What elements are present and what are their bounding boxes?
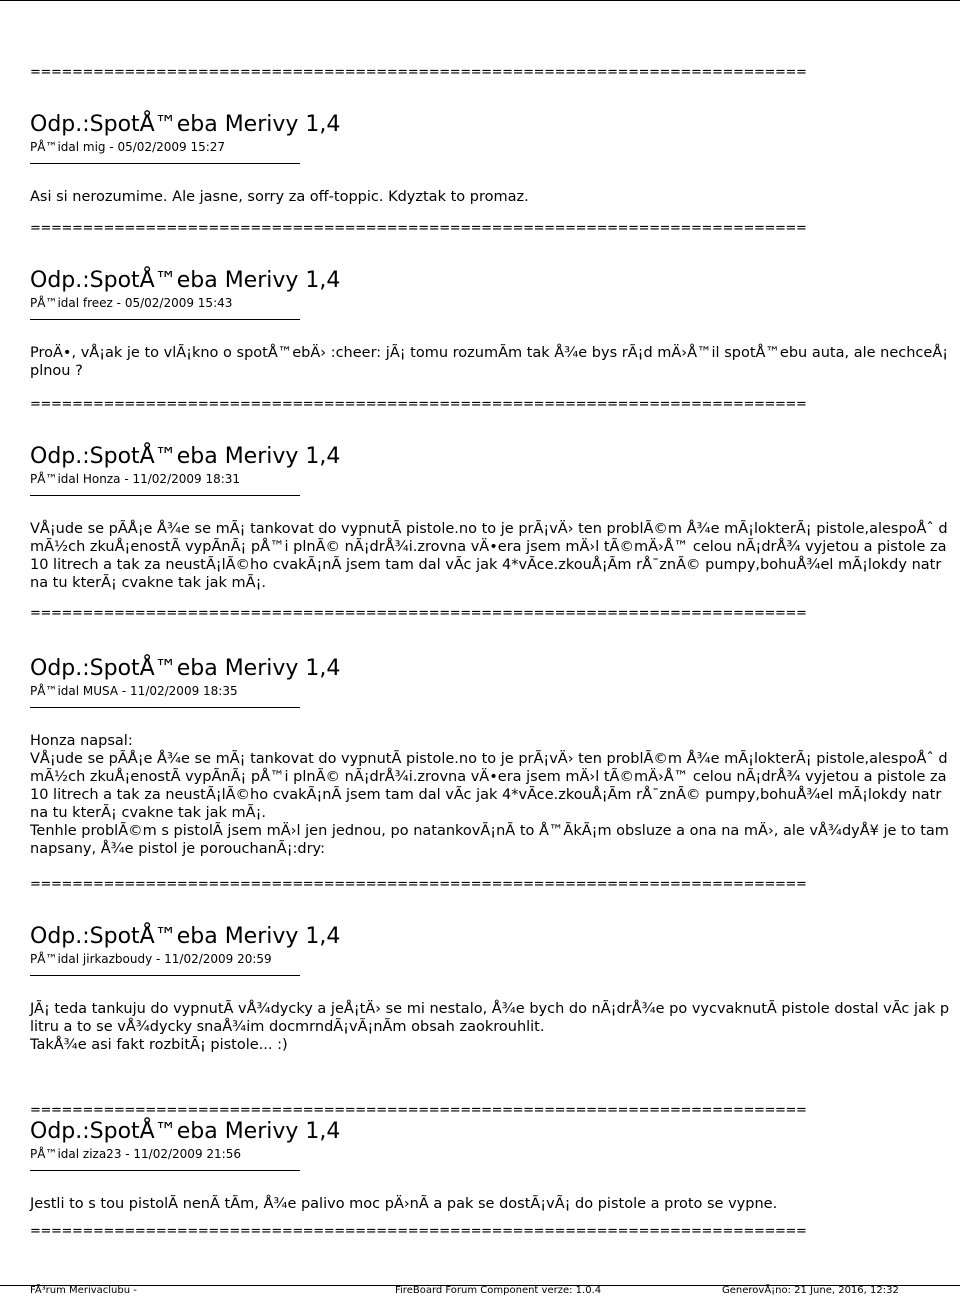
post-title: Odp.:SpotÅ™eba Merivy 1,4 <box>30 1119 341 1144</box>
post-divider <box>30 163 300 164</box>
separator: ========================================================================== <box>30 877 807 892</box>
post-meta: PÅ™idal Honza - 11/02/2009 18:31 <box>30 472 241 486</box>
post-meta: PÅ™idal mig - 05/02/2009 15:27 <box>30 140 226 154</box>
post-line: JÃ¡ teda tankuju do vypnutÃ vÅ¾dycky a jeÅ¡tÄ› se mi nestalo, Å¾e bych do nÃ¡drÅ¾e po vycvaknutÃ pistole dostal vÃc jak p <box>30 1001 950 1017</box>
post-meta: PÅ™idal jirkazboudy - 11/02/2009 20:59 <box>30 952 272 966</box>
post-meta: PÅ™idal ziza23 - 11/02/2009 21:56 <box>30 1147 241 1161</box>
post-body <box>30 344 960 380</box>
forum-post <box>30 112 960 206</box>
post-meta: PÅ™idal MUSA - 11/02/2009 18:35 <box>30 684 238 698</box>
post-body <box>30 188 960 206</box>
top-border <box>0 0 960 1</box>
separator: ========================================================================== <box>30 65 807 80</box>
forum-post <box>30 268 960 380</box>
post-line: Tenhle problÃ©m s pistolÃ jsem mÄ›l jen jednou, po natankovÃ¡nÃ to Å™ÃkÃ¡m obsluze a ona na mÄ›, ale vÅ¾dyÅ¥ je to tam <box>30 823 949 839</box>
footer-component: FireBoard Forum Component verze: 1.0.4 <box>395 1285 602 1296</box>
post-line: TakÅ¾e asi fakt rozbitÃ¡ pistole... :) <box>30 1037 288 1053</box>
page-footer <box>0 1285 960 1297</box>
post-meta: PÅ™idal freez - 05/02/2009 15:43 <box>30 296 233 310</box>
post-body <box>30 1195 960 1213</box>
post-body <box>30 520 960 592</box>
footer-generated: GenerovÃ¡no: 21 June, 2016, 12:32 <box>722 1285 899 1296</box>
post-line: na tu kterÃ¡ cvakne tak jak mÃ¡. <box>30 805 266 821</box>
post-title: Odp.:SpotÅ™eba Merivy 1,4 <box>30 268 341 293</box>
post-line: Jestli to s tou pistolÃ nenÃ tÃm, Å¾e palivo moc pÄ›nÃ a pak se dostÃ¡vÃ¡ do pistole a proto se vypne. <box>30 1196 778 1212</box>
post-line: VÅ¡ude se pÃÅ¡e Å¾e se mÃ¡ tankovat do vypnutÃ pistole.no to je prÃ¡vÄ› ten problÃ©m Å¾e mÃ¡lokterÃ¡ pistole,alespoÅˆ d <box>30 521 948 537</box>
post-title: Odp.:SpotÅ™eba Merivy 1,4 <box>30 656 341 681</box>
forum-post <box>30 444 960 592</box>
post-body <box>30 1000 960 1054</box>
post-line: napsany, Å¾e pistol je porouchanÃ¡:dry: <box>30 841 325 857</box>
post-title: Odp.:SpotÅ™eba Merivy 1,4 <box>30 924 341 949</box>
post-line: Asi si nerozumime. Ale jasne, sorry za off-toppic. Kdyztak to promaz. <box>30 189 529 205</box>
post-line: na tu kterÃ¡ cvakne tak jak mÃ¡. <box>30 575 266 591</box>
post-divider <box>30 975 300 976</box>
post-line: mÃ½ch zkuÅ¡enostÃ vypÃnÃ¡ pÅ™i plnÃ© nÃ¡drÅ¾i.zrovna vÄ•era jsem mÄ›l tÃ©mÄ›Å™ celou nÃ¡drÅ¾ vyjetou a pistole za <box>30 769 947 785</box>
post-divider <box>30 319 300 320</box>
forum-post <box>30 924 960 1054</box>
post-divider <box>30 1170 300 1171</box>
forum-post <box>30 656 960 858</box>
separator: ========================================================================== <box>30 221 807 236</box>
post-line: mÃ½ch zkuÅ¡enostÃ vypÃnÃ¡ pÅ™i plnÃ© nÃ¡drÅ¾i.zrovna vÄ•era jsem mÄ›l tÃ©mÄ›Å™ celou nÃ¡drÅ¾ vyjetou a pistole za <box>30 539 947 555</box>
post-divider <box>30 495 300 496</box>
post-line: VÅ¡ude se pÃÅ¡e Å¾e se mÃ¡ tankovat do vypnutÃ pistole.no to je prÃ¡vÄ› ten problÃ©m Å¾e mÃ¡lokterÃ¡ pistole,alespoÅˆ d <box>30 751 948 767</box>
post-line: 10 litrech a tak za neustÃ¡lÃ©ho cvakÃ¡nÃ jsem tam dal vÃc jak 4*vÃce.zkouÅ¡Ãm rÅ¯znÃ© pumpy,bohuÅ¾el mÃ¡lokdy natr <box>30 557 942 573</box>
separator: ========================================================================== <box>30 1103 807 1118</box>
quote-header: Honza napsal: <box>30 733 133 749</box>
post-divider <box>30 707 300 708</box>
post-body <box>30 732 960 858</box>
post-title: Odp.:SpotÅ™eba Merivy 1,4 <box>30 444 341 469</box>
post-line: 10 litrech a tak za neustÃ¡lÃ©ho cvakÃ¡nÃ jsem tam dal vÃc jak 4*vÃce.zkouÅ¡Ãm rÅ¯znÃ© pumpy,bohuÅ¾el mÃ¡lokdy natr <box>30 787 942 803</box>
post-line: plnou ? <box>30 363 83 379</box>
post-title: Odp.:SpotÅ™eba Merivy 1,4 <box>30 112 341 137</box>
footer-forum-name: FÃ³rum Merivaclubu - <box>30 1285 137 1296</box>
forum-post <box>30 1119 960 1213</box>
separator: ========================================================================== <box>30 397 807 412</box>
post-line: litru a to se vÅ¾dycky snaÅ¾im docmrndÃ¡vÃ¡nÃm obsah zaokrouhlit. <box>30 1019 545 1035</box>
post-line: ProÄ•, vÅ¡ak je to vlÃ¡kno o spotÅ™ebÄ› :cheer: jÃ¡ tomu rozumÃm tak Å¾e bys rÃ¡d mÄ›Å™il spotÅ™ebu auta, ale nechceÅ¡ <box>30 345 949 361</box>
separator: ========================================================================== <box>30 1224 807 1239</box>
separator: ========================================================================== <box>30 606 807 621</box>
